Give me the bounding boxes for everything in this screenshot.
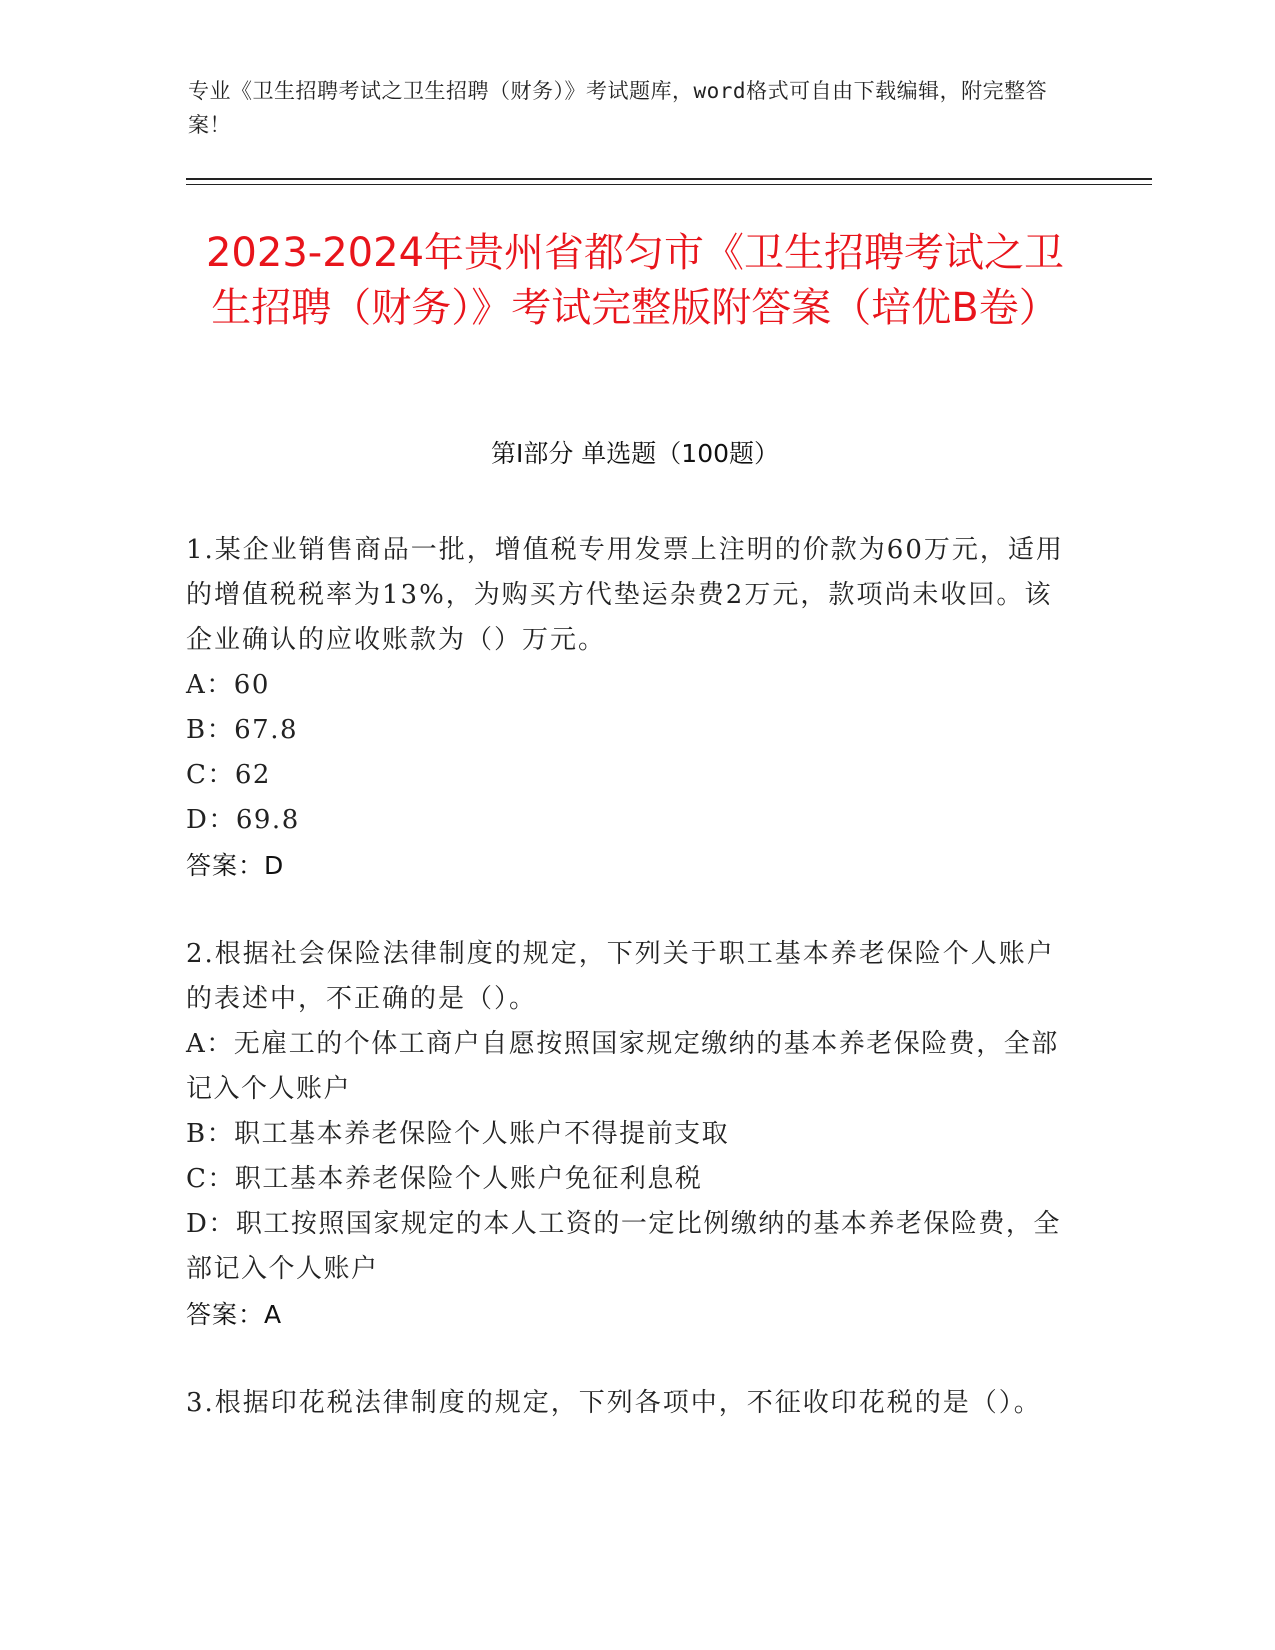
question-2 [186,932,1076,1337]
question-3 [186,1381,1076,1426]
option-d: D：职工按照国家规定的本人工资的一定比例缴纳的基本养老保险费，全部记入个人账户 [186,1209,1061,1284]
header-note: 专业《卫生招聘考试之卫生招聘（财务）》考试题库，word格式可自由下载编辑，附完整答案！ [188,79,1048,137]
question-1 [186,528,1076,888]
question-list [186,528,1076,1426]
option-b: B：职工基本养老保险个人账户不得提前支取 [186,1119,730,1149]
answer: 答案：A [186,1300,283,1329]
option-c: C：职工基本养老保险个人账户免征利息税 [186,1164,703,1194]
section-heading: 第I部分 单选题（100题） [490,439,780,468]
option-a: A：无雇工的个体工商户自愿按照国家规定缴纳的基本养老保险费，全部记入个人账户 [186,1029,1059,1104]
option-d: D：69.8 [186,805,300,835]
option-a: A：60 [186,670,270,700]
question-stem: 3.根据印花税法律制度的规定，下列各项中，不征收印花税的是（）。 [186,1388,1042,1418]
question-stem: 1.某企业销售商品一批，增值税专用发票上注明的价款为60万元，适用的增值税税率为13%，为购买方代垫运杂费2万元，款项尚未收回。该企业确认的应收账款为（）万元。 [186,535,1064,655]
option-b: B：67.8 [186,715,298,745]
header-rule-thick [186,178,1152,180]
header-rule-thin [186,184,1152,185]
document-title: 2023-2024年贵州省都匀市《卫生招聘考试之卫生招聘（财务）》考试完整版附答案（培优B卷） [205,230,1065,331]
question-stem: 2.根据社会保险法律制度的规定，下列关于职工基本养老保险个人账户的表述中，不正确的是（）。 [186,939,1055,1014]
answer: 答案：D [186,851,285,880]
option-c: C：62 [186,760,271,790]
